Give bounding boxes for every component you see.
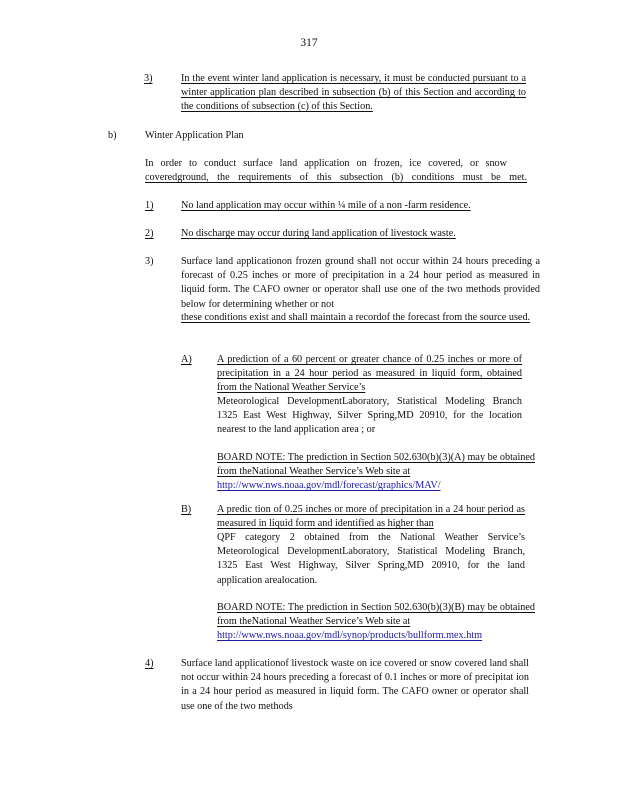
sub-a-number: A) <box>181 354 192 365</box>
sub-a-link-line <box>217 479 441 493</box>
item-3-top-text: In the event winter land application is necessary, it must be conducted pursuant to a winter application plan described in subsection (b) of this Section and according to the conditions of subsection (c) of this Section. <box>181 73 526 113</box>
item-3-text-underlined: these conditions exist and shall maintain a recordof the forecast from the source used. <box>181 312 531 323</box>
section-b-intro-plain: In order to conduct surface land application on frozen, ice covered, or snow <box>145 158 507 169</box>
sub-b-link-line <box>217 629 482 643</box>
item-2-text: No discharge may occur during land application of livestock waste. <box>181 228 456 239</box>
sub-a-board-note: BOARD NOTE: The prediction in Section 502.630(b)(3)(A) may be obtained from theNational Weather Service’s Web site at <box>217 452 535 478</box>
sub-a-text-underlined: A prediction of a 60 percent or greater chance of 0.25 inches or more of precipitation in a 24 hour period as measured in liquid form, obtained from the National Weather Service’s <box>217 354 522 394</box>
item-4-number: 4) <box>145 658 154 669</box>
section-b-intro-underlined: coveredground, the requirements of this subsection (b) conditions must be met. <box>145 172 527 183</box>
sub-a-text: Meteorological DevelopmentLaboratory, Statistical Modeling Branch 1325 East West Highway, Silver Spring,MD 20910, for the location nearest to the land application area ; or <box>217 396 522 436</box>
item-4-text: Surface land applicationof livestock waste on ice covered or snow covered land shall not occur within 24 hours preceding a forecast of 0.1 inches or more of precipitat ion in a 24 hour period as measured in liquid form. The CAFO owner or operator shall use one of the two methods <box>181 658 529 712</box>
sub-b-number: B) <box>181 504 192 515</box>
sub-b-text: QPF category 2 obtained from the National Weather Service’s Meteorological DevelopmentLaboratory, Statistical Modeling Branch, 1325 East West Highway, Silver Spring,MD 20910, for the land application arealocation. <box>217 532 525 586</box>
section-b-label: b) <box>108 130 117 141</box>
item-1-text: No land application may occur within ¼ mile of a non -farm residence. <box>181 200 471 211</box>
sub-b-note-url-link[interactable]: http://www.nws.noaa.gov/mdl/synop/products/bullform.mex.htm <box>217 630 483 641</box>
item-2-number: 2) <box>145 228 154 239</box>
sub-a-note-url-link[interactable]: http://www.nws.noaa.gov/mdl/forecast/graphics/MAV/ <box>217 480 441 491</box>
section-b-title: Winter Application Plan <box>145 130 244 141</box>
sub-b-text-underlined: A predic tion of 0.25 inches or more of precipitation in a 24 hour period as measured in liquid form and identified as higher than <box>217 504 525 530</box>
item-3-text: Surface land applicationon frozen ground shall not occur within 24 hours preceding a forecast of 0.25 inches or more of precipitation in a 24 hour period as measured in liquid form. The CAFO owner or operator shall use one of the two methods provided below for determining whether or not <box>181 256 540 310</box>
page-number: 317 <box>300 37 318 49</box>
sub-b-board-note: BOARD NOTE: The prediction in Section 502.630(b)(3)(B) may be obtained from theNational Weather Service’s Web site at <box>217 602 535 628</box>
item-1-number: 1) <box>145 200 154 211</box>
item-3-top-number: 3) <box>144 73 153 84</box>
item-3-number: 3) <box>145 256 154 267</box>
